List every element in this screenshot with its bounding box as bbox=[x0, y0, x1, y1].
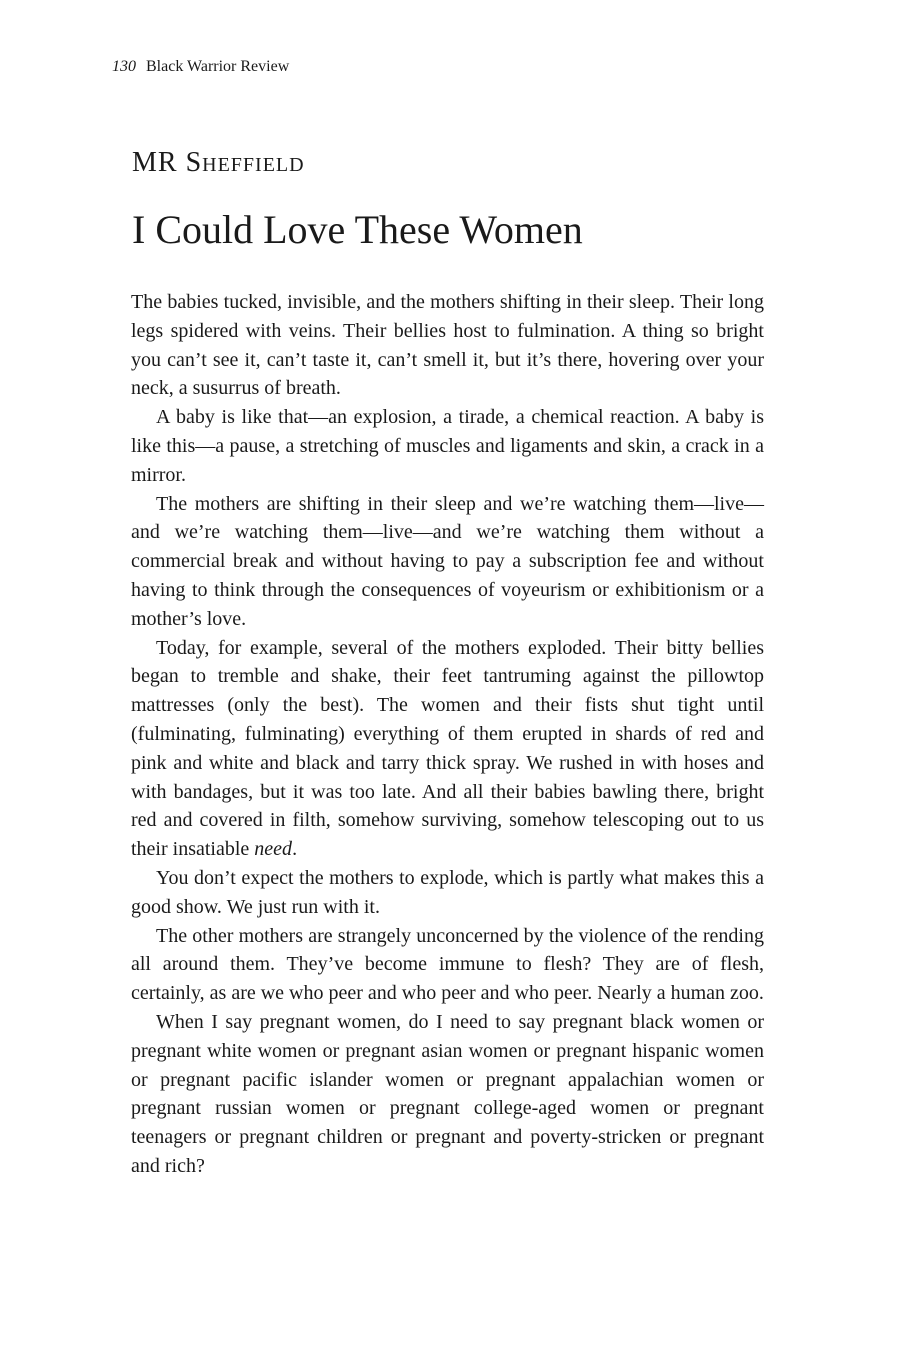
paragraph: The other mothers are strangely unconcerned by the violence of the rending all around them. They’ve become immune to flesh? They are of flesh, certainly, as are we who peer and who peer and who peer. Nearly a human zoo. bbox=[131, 924, 764, 1005]
paragraph: The babies tucked, invisible, and the mothers shifting in their sleep. Their long legs spidered with veins. Their bellies host to fulmination. A thing so bright you can’t see it, can’t taste it, can’t smell it, but it’s there, hovering over your neck, a susurrus of breath. bbox=[131, 291, 764, 400]
author-name: MR Sheffield bbox=[132, 147, 305, 178]
emphasis-need: need bbox=[254, 838, 293, 861]
paragraph-text: Today, for example, several of the mothers exploded. Their bitty bellies began to tremble and shake, their feet tantruming against the pillowtop mattresses (only the best). The women and their fists shut tight until (fulminating, fulminating) everything of them erupted in shards of red and pink and white and black and tarry thick spray. We rushed in with hoses and with bandages, but it was too late. And all their babies bawling there, bright red and covered in filth, somehow surviving, somehow telescoping out to us their insatiable bbox=[131, 636, 764, 861]
page-number: 130 bbox=[112, 58, 136, 75]
paragraph: A baby is like that—an explosion, a tirade, a chemical reaction. A baby is like this—a pause, a stretching of muscles and ligaments and skin, a crack in a mirror. bbox=[131, 406, 764, 486]
running-head bbox=[112, 57, 289, 77]
journal-title: Black Warrior Review bbox=[146, 58, 290, 75]
paragraph bbox=[131, 634, 764, 864]
paragraph: When I say pregnant women, do I need to say pregnant black women or pregnant white women or pregnant asian women or pregnant hispanic women or pregnant pacific islander women or pregnant appalachian women or pregnant russian women or pregnant college-aged women or pregnant teenagers or pregnant children or pregnant and poverty-stricken or pregnant and rich? bbox=[131, 1010, 764, 1177]
paragraph: You don’t expect the mothers to explode, which is partly what makes this a good show. We just run with it. bbox=[131, 866, 764, 918]
story-body bbox=[131, 288, 764, 1181]
paragraph-period: . bbox=[292, 838, 298, 861]
story-title: I Could Love These Women bbox=[132, 207, 583, 252]
paragraph: The mothers are shifting in their sleep and we’re watching them—live—and we’re watching them—live—and we’re watching them without a commercial break and without having to pay a subscription fee and without having to think through the consequences of voyeurism or exhibitionism or a mother’s love. bbox=[131, 492, 764, 630]
